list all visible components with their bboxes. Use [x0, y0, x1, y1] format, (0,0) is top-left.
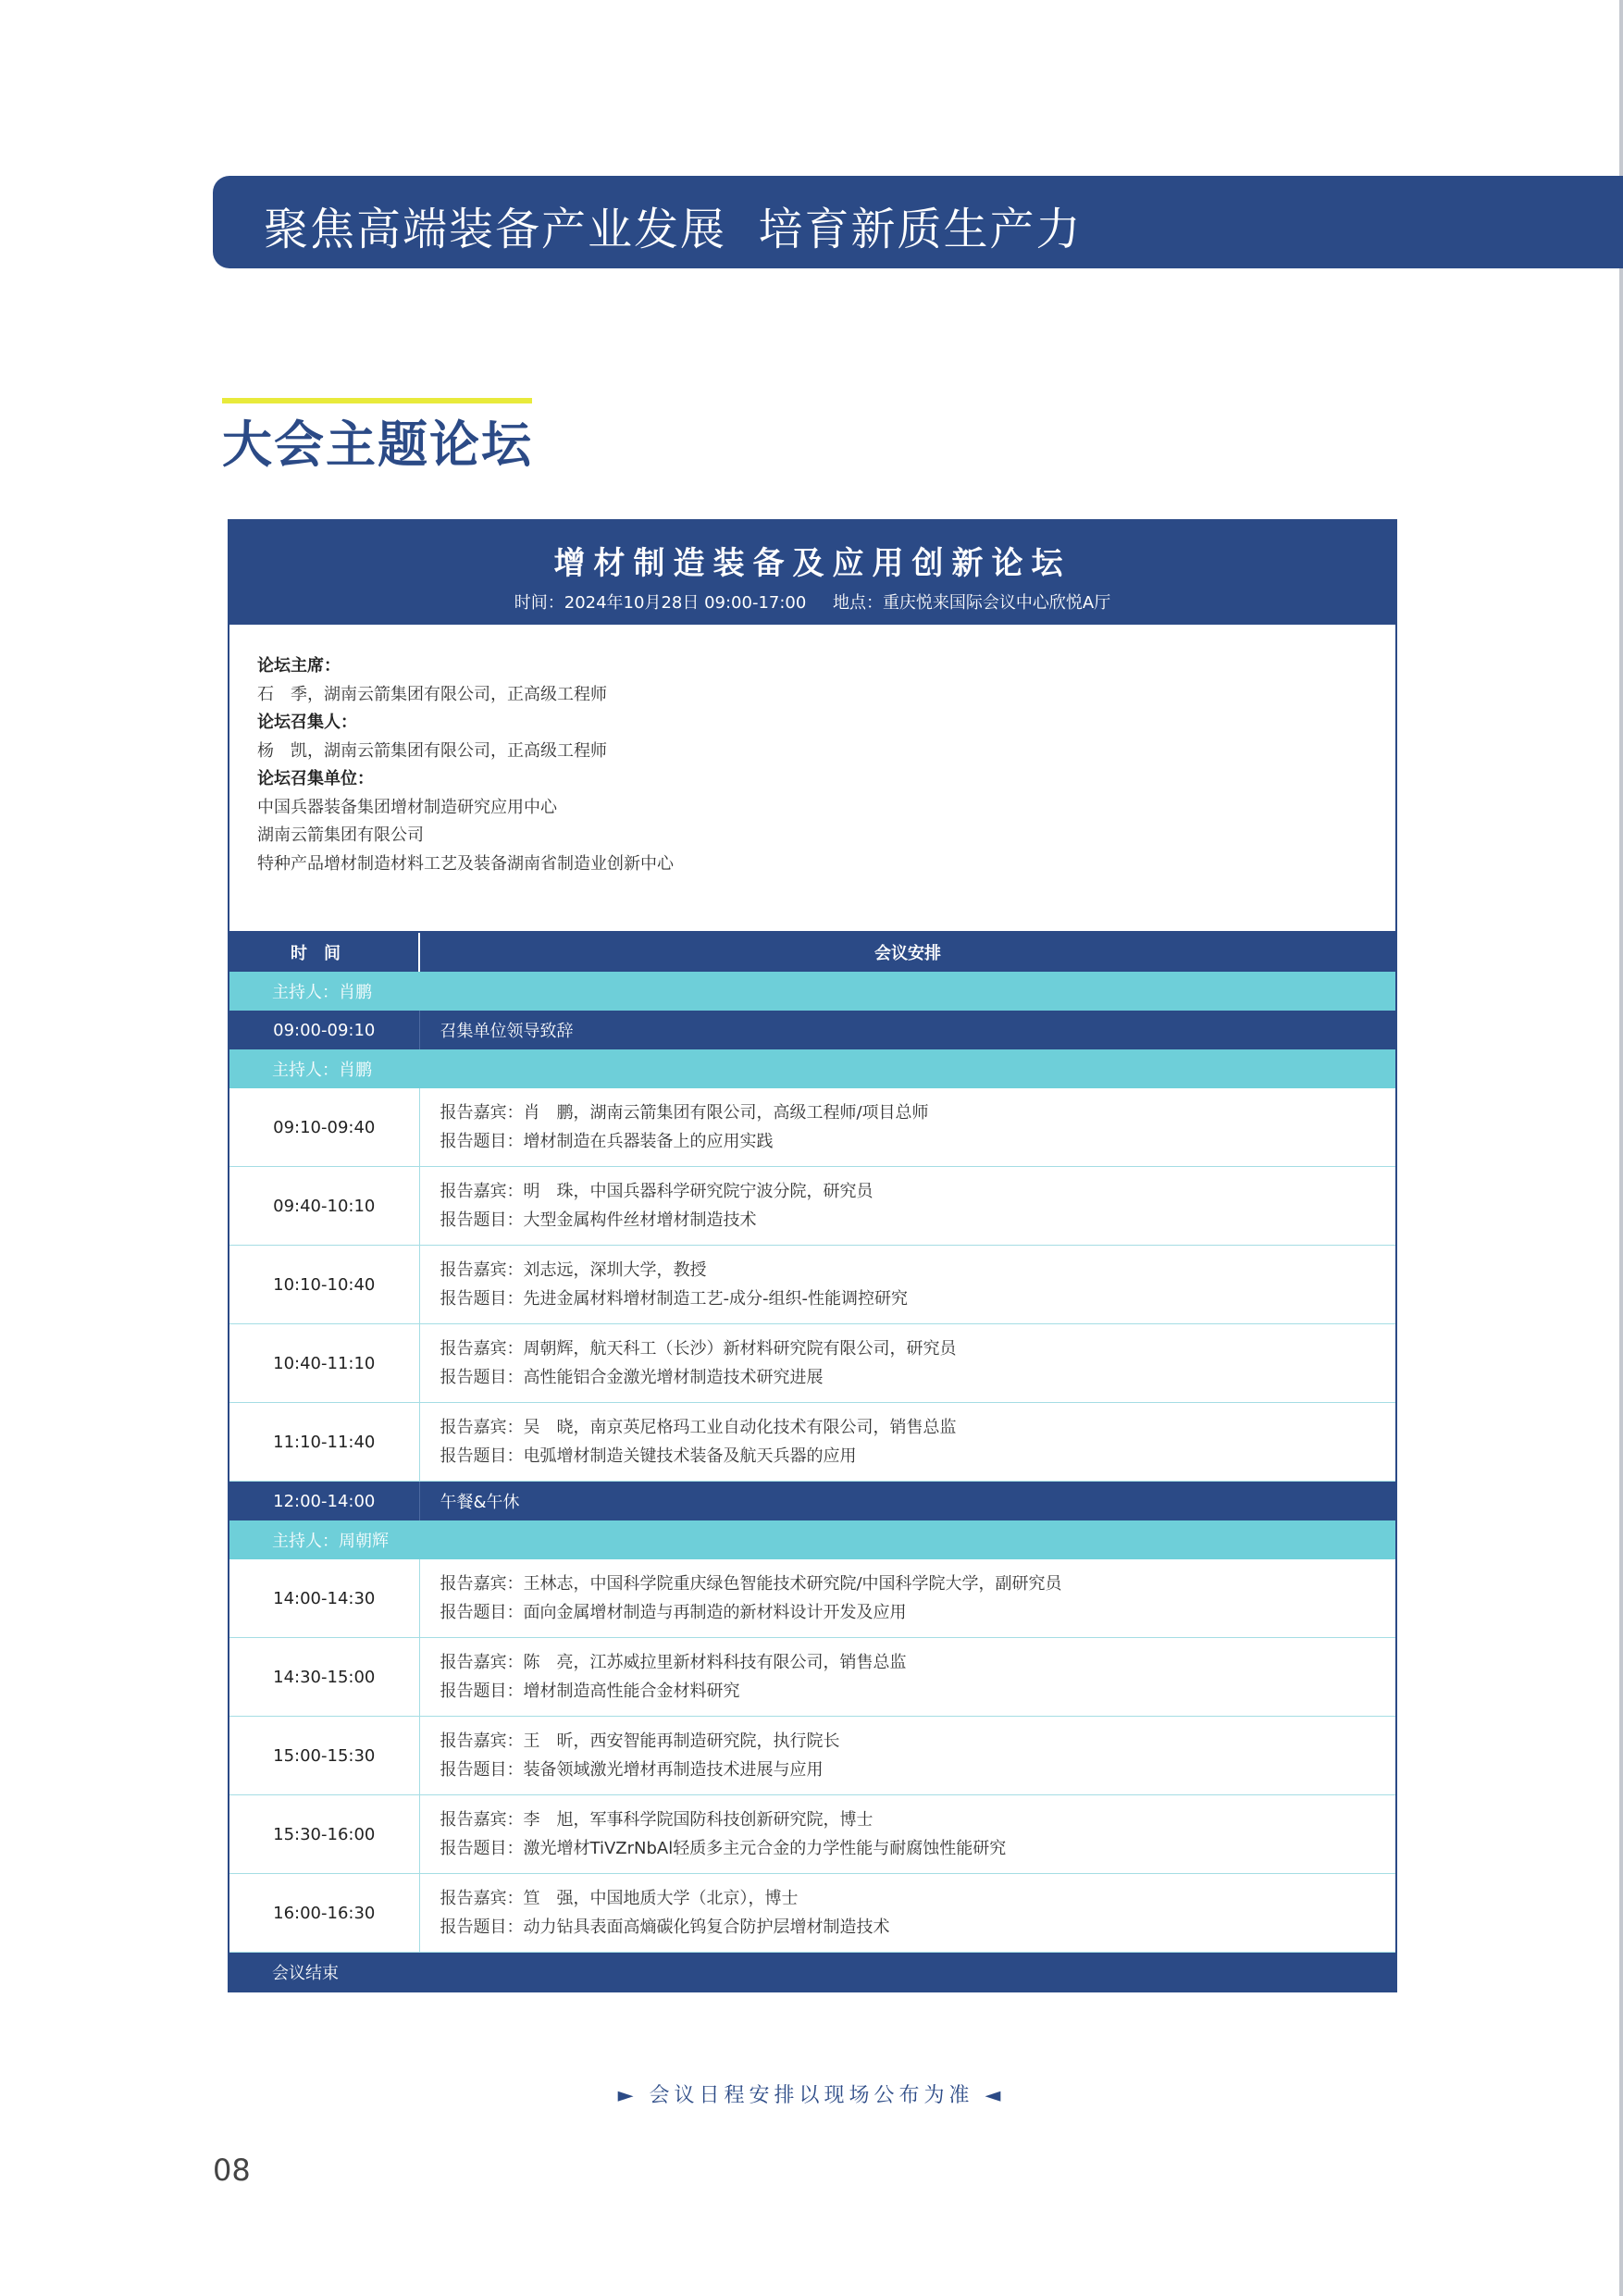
talk-speaker: 报告嘉宾：陈 亮，江苏威拉里新材料科技有限公司，销售总监: [440, 1653, 907, 1672]
talk-time: 10:40-11:10: [229, 1324, 419, 1403]
talk-speaker: 报告嘉宾：刘志远，深圳大学，教授: [440, 1260, 707, 1280]
closing-label: 会议结束: [229, 1953, 1395, 1992]
host-label: 主持人：周朝辉: [229, 1520, 1395, 1559]
host-row: [229, 1520, 1395, 1559]
forum-info-block: [229, 652, 1395, 933]
talk-speaker: 报告嘉宾：王林志，中国科学院重庆绿色智能技术研究院/中国科学院大学，副研究员: [440, 1574, 1062, 1594]
talk-details: [419, 1088, 1395, 1167]
section-title: 大会主题论坛: [222, 416, 533, 474]
talk-details: [419, 1246, 1395, 1324]
talk-topic: 报告题目：大型金属构件丝材增材制造技术: [440, 1210, 757, 1230]
talk-topic: 报告题目：激光增材TiVZrNbAl轻质多主元合金的力学性能与耐腐蚀性能研究: [440, 1839, 1007, 1858]
forum-card: [228, 519, 1397, 1992]
talk-time: 14:30-15:00: [229, 1638, 419, 1717]
talk-row: [229, 1559, 1395, 1638]
info-organizer: 湖南云箭集团有限公司: [257, 825, 424, 845]
talk-time: 11:10-11:40: [229, 1403, 419, 1482]
talk-row: [229, 1324, 1395, 1403]
talk-speaker: 报告嘉宾：吴 晓，南京英尼格玛工业自动化技术有限公司，销售总监: [440, 1418, 957, 1437]
talk-row: [229, 1167, 1395, 1246]
header-banner: [213, 176, 1623, 268]
talk-row: [229, 1403, 1395, 1482]
session-time: 12:00-14:00: [229, 1482, 419, 1521]
info-organizer-label: 论坛召集单位：: [257, 769, 374, 788]
talk-details: [419, 1717, 1395, 1795]
host-row: [229, 972, 1395, 1011]
talk-row: [229, 1088, 1395, 1167]
info-organizer: 特种产品增材制造材料工艺及装备湖南省制造业创新中心: [257, 853, 674, 874]
host-label: 主持人：肖鹏: [229, 1049, 1395, 1088]
session-time: 09:00-09:10: [229, 1011, 419, 1049]
forum-time-location: 时间：2024年10月28日 09:00-17:00 地点：重庆悦来国际会议中心欣悦A厅: [514, 593, 1111, 613]
session-title: 召集单位领导致辞: [419, 1011, 1395, 1049]
talk-speaker: 报告嘉宾：王 昕，西安智能再制造研究院，执行院长: [440, 1731, 840, 1751]
host-label: 主持人：肖鹏: [229, 972, 1395, 1011]
section-accent-bar: [222, 398, 532, 403]
header-time: 时间: [229, 933, 419, 972]
talk-topic: 报告题目：面向金属增材制造与再制造的新材料设计开发及应用: [440, 1603, 907, 1622]
talk-details: [419, 1324, 1395, 1403]
talk-details: [419, 1638, 1395, 1717]
host-row: [229, 1049, 1395, 1088]
info-convener-label: 论坛召集人：: [257, 713, 357, 732]
talk-topic: 报告题目：动力钻具表面高熵碳化钨复合防护层增材制造技术: [440, 1917, 890, 1937]
talk-row: [229, 1638, 1395, 1717]
talk-details: [419, 1403, 1395, 1482]
closing-row: [229, 1953, 1395, 1992]
talk-speaker: 报告嘉宾：李 旭，军事科学院国防科技创新研究院，博士: [440, 1810, 873, 1830]
session-band-row: [229, 1482, 1395, 1521]
talk-time: 16:00-16:30: [229, 1874, 419, 1953]
forum-title: 增材制造装备及应用创新论坛: [553, 545, 1072, 582]
info-chair: 石 季，湖南云箭集团有限公司，正高级工程师: [257, 684, 607, 704]
banner-slogan: 聚焦高端装备产业发展 培育新质生产力: [264, 204, 1083, 255]
talk-speaker: 报告嘉宾：周朝辉，航天科工（长沙）新材料研究院有限公司，研究员: [440, 1339, 957, 1359]
info-convener: 杨 凯，湖南云箭集团有限公司，正高级工程师: [257, 740, 607, 761]
talk-details: [419, 1559, 1395, 1638]
talk-row: [229, 1717, 1395, 1795]
schedule-disclaimer: ► 会议日程安排以现场公布为准 ◄: [617, 2084, 1006, 2107]
talk-time: 14:00-14:30: [229, 1559, 419, 1638]
talk-details: [419, 1167, 1395, 1246]
header-agenda: 会议安排: [419, 933, 1395, 972]
talk-topic: 报告题目：电弧增材制造关键技术装备及航天兵器的应用: [440, 1446, 857, 1466]
talk-time: 15:30-16:00: [229, 1795, 419, 1874]
talk-details: [419, 1874, 1395, 1953]
schedule-table: [229, 933, 1395, 1991]
talk-topic: 报告题目：增材制造在兵器装备上的应用实践: [440, 1132, 774, 1151]
talk-time: 10:10-10:40: [229, 1246, 419, 1324]
talk-time: 09:40-10:10: [229, 1167, 419, 1246]
talk-row: [229, 1795, 1395, 1874]
info-organizer: 中国兵器装备集团增材制造研究应用中心: [257, 797, 557, 817]
page-edge-stripe: [1619, 0, 1623, 2296]
session-title: 午餐&午休: [419, 1482, 1395, 1521]
talk-time: 15:00-15:30: [229, 1717, 419, 1795]
talk-row: [229, 1246, 1395, 1324]
talk-topic: 报告题目：先进金属材料增材制造工艺-成分-组织-性能调控研究: [440, 1289, 908, 1309]
info-chair-label: 论坛主席：: [257, 656, 341, 676]
talk-speaker: 报告嘉宾：笪 强，中国地质大学（北京），博士: [440, 1889, 799, 1908]
talk-time: 09:10-09:40: [229, 1088, 419, 1167]
talk-details: [419, 1795, 1395, 1874]
talk-topic: 报告题目：装备领域激光增材再制造技术进展与应用: [440, 1760, 824, 1780]
schedule-header-row: [229, 933, 1395, 972]
talk-speaker: 报告嘉宾：肖 鹏，湖南云箭集团有限公司，高级工程师/项目总师: [440, 1103, 929, 1123]
talk-topic: 报告题目：高性能铝合金激光增材制造技术研究进展: [440, 1368, 824, 1387]
session-band-row: [229, 1011, 1395, 1049]
forum-header: [229, 521, 1395, 625]
talk-speaker: 报告嘉宾：明 珠，中国兵器科学研究院宁波分院，研究员: [440, 1182, 873, 1201]
page-number: 08: [213, 2153, 251, 2188]
talk-row: [229, 1874, 1395, 1953]
talk-topic: 报告题目：增材制造高性能合金材料研究: [440, 1682, 740, 1701]
